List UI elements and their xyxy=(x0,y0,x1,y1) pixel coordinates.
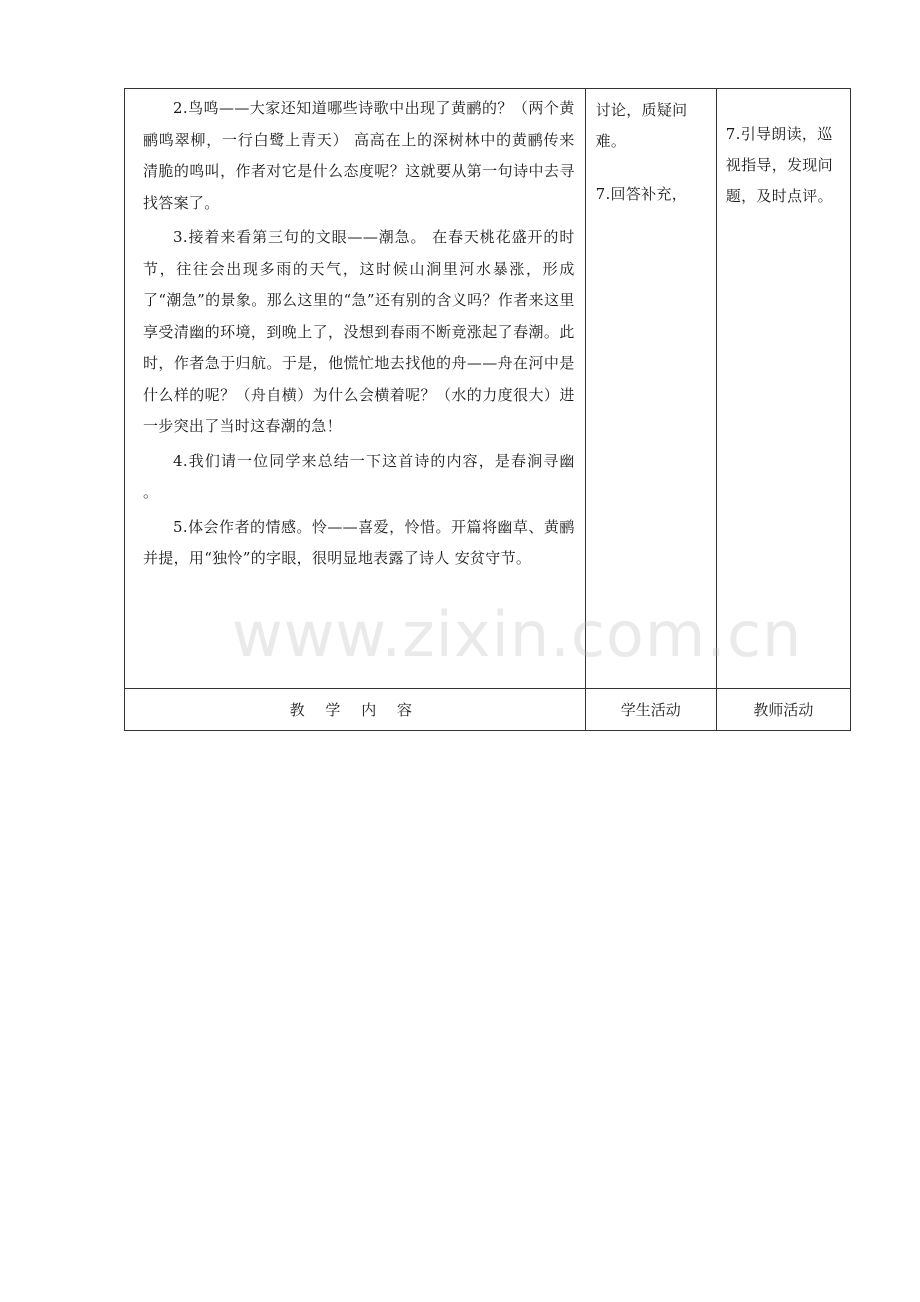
content-paragraph-4: 4.我们请一位同学来总结一下这首诗的内容，是春涧寻幽 。 xyxy=(143,451,575,501)
teacher-activity-text: 7.引导朗读，巡视指导，发现问题，及时点评。 xyxy=(725,125,833,205)
content-paragraph-5: 5.体会作者的情感。怜——喜爱，怜惜。开篇将幽草、黄鹂并提，用“独怜”的字眼，很明显地表露了诗人 安贫守节。 xyxy=(143,517,575,567)
header-teacher-activity: 教师活动 xyxy=(716,689,850,731)
lesson-plan-table xyxy=(124,88,851,731)
header-row xyxy=(125,689,851,731)
content-paragraph-2: 2.鸟鸣——大家还知道哪些诗歌中出现了黄鹂的？（两个黄鹂鸣翠柳，一行白鹭上青天） 高高在上的深树林中的黄鹂传来清脆的鸣叫，作者对它是什么态度呢？这就要从第一句诗中去寻找答案了。 xyxy=(143,99,575,212)
student-activity-discuss: 讨论，质疑问难。 xyxy=(595,101,688,150)
header-student-activity: 学生活动 xyxy=(585,689,716,731)
teacher-activity-cell xyxy=(716,89,850,689)
student-activity-cell xyxy=(585,89,716,689)
content-paragraph-3: 3.接着来看第三句的文眼——潮急。 在春天桃花盛开的时节，往往会出现多雨的天气，这时候山涧里河水暴涨，形成了“潮急”的景象。那么这里的“急”还有别的含义吗？作者来这里享受清幽的环境，到晚上了，没想到春雨不断竟涨起了春潮。此时，作者急于归航。于是，他慌忙地去找他的舟——舟在河中是什么样的呢？（舟自横）为什么会横着呢？（水的力度很大）进一步突出了当时这春潮的急！ xyxy=(143,228,575,435)
body-row xyxy=(125,89,851,689)
teaching-content-cell xyxy=(125,89,586,689)
header-teaching-content: 教 学 内 容 xyxy=(125,689,586,731)
student-activity-answer: 7.回答补充， xyxy=(595,185,688,203)
watermark-text: www.zixin.com.cn xyxy=(232,598,803,671)
